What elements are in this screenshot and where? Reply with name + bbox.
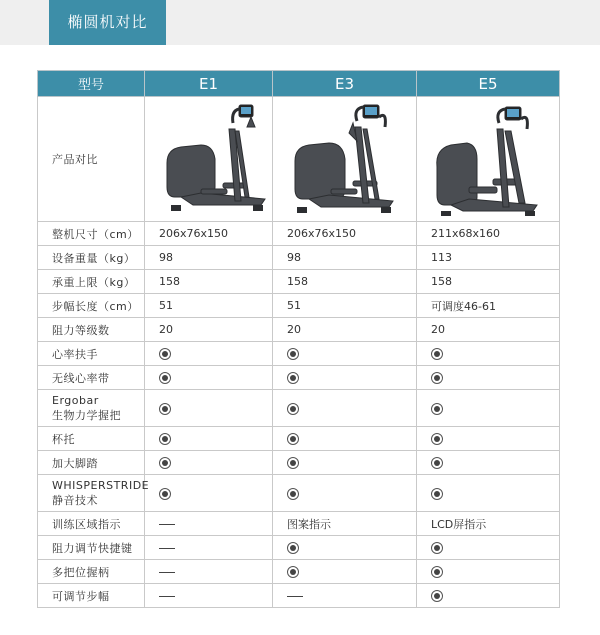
elliptical-e5-icon <box>433 101 545 217</box>
row-label-text: 多把位握柄 <box>52 565 110 579</box>
value-text: 98 <box>287 251 301 264</box>
row-label <box>38 584 145 608</box>
comparison-table <box>37 70 560 608</box>
radio-check-icon <box>159 403 171 415</box>
dash-icon <box>159 572 175 573</box>
value-text: 206x76x150 <box>159 227 229 240</box>
value-text: 98 <box>159 251 173 264</box>
value-cell <box>417 318 560 342</box>
value-cell <box>145 560 273 584</box>
radio-check-icon <box>159 372 171 384</box>
value-cell <box>273 427 417 451</box>
row-label <box>38 536 145 560</box>
radio-check-icon <box>431 590 443 602</box>
value-cell <box>417 366 560 390</box>
row-label <box>38 390 145 427</box>
row-label-text: WHISPERSTRIDE <box>52 478 150 492</box>
table-row <box>38 342 560 366</box>
page-title: 椭圆机对比 <box>49 0 166 45</box>
radio-check-icon <box>159 433 171 445</box>
value-cell <box>273 294 417 318</box>
row-label-text: 无线心率带 <box>52 371 110 385</box>
row-label-text-line2: 生物力学握把 <box>52 408 121 422</box>
value-cell <box>417 222 560 246</box>
value-cell <box>417 427 560 451</box>
table-row <box>38 560 560 584</box>
value-cell <box>145 390 273 427</box>
value-cell <box>417 475 560 512</box>
value-cell <box>145 366 273 390</box>
value-cell <box>273 512 417 536</box>
row-label-text: 阻力等级数 <box>52 323 110 337</box>
header-row <box>38 71 560 97</box>
row-label <box>38 451 145 475</box>
value-cell <box>273 475 417 512</box>
table-row <box>38 366 560 390</box>
row-label-text: 设备重量（kg） <box>52 251 136 265</box>
e1-image-cell <box>145 97 273 222</box>
value-cell <box>273 390 417 427</box>
value-cell <box>417 536 560 560</box>
value-cell <box>273 222 417 246</box>
radio-check-icon <box>287 372 299 384</box>
row-label <box>38 270 145 294</box>
table-row <box>38 451 560 475</box>
value-cell <box>145 342 273 366</box>
radio-check-icon <box>287 542 299 554</box>
value-text: 图案指示 <box>287 517 331 531</box>
table-row <box>38 536 560 560</box>
value-cell <box>417 451 560 475</box>
value-cell <box>273 246 417 270</box>
value-cell <box>145 270 273 294</box>
value-cell <box>417 294 560 318</box>
value-cell <box>417 342 560 366</box>
value-cell <box>145 222 273 246</box>
row-label-text: 承重上限（kg） <box>52 275 136 289</box>
value-text: 51 <box>159 299 173 312</box>
radio-check-icon <box>287 433 299 445</box>
row-label-text: 心率扶手 <box>52 347 98 361</box>
row-label <box>38 318 145 342</box>
dash-icon <box>159 524 175 525</box>
row-label <box>38 342 145 366</box>
row-label-text: 加大脚踏 <box>52 456 98 470</box>
table-row <box>38 270 560 294</box>
radio-check-icon <box>159 457 171 469</box>
table-row <box>38 427 560 451</box>
value-cell <box>273 318 417 342</box>
value-cell <box>145 427 273 451</box>
value-cell <box>417 512 560 536</box>
row-label <box>38 475 150 512</box>
value-cell <box>145 294 273 318</box>
table-row <box>38 390 560 427</box>
model-e5-header: E5 <box>417 71 560 97</box>
value-text: 211x68x160 <box>431 227 501 240</box>
table-row <box>38 222 560 246</box>
row-label-text: 可调节步幅 <box>52 589 110 603</box>
model-e3-header: E3 <box>273 71 417 97</box>
row-label-text-line2: 静音技术 <box>52 493 98 507</box>
value-cell <box>145 536 273 560</box>
row-label <box>38 222 145 246</box>
value-cell <box>145 475 273 512</box>
row-label <box>38 512 145 536</box>
model-header-label: 型号 <box>38 71 145 97</box>
table-row <box>38 246 560 270</box>
e3-image-cell <box>273 97 417 222</box>
radio-check-icon <box>159 348 171 360</box>
dash-icon <box>287 596 303 597</box>
value-text: 158 <box>431 275 452 288</box>
radio-check-icon <box>287 566 299 578</box>
table-row <box>38 475 560 512</box>
row-label <box>38 427 145 451</box>
e5-image-cell <box>417 97 560 222</box>
row-label <box>38 294 145 318</box>
row-label-text: 步幅长度（cm） <box>52 299 139 313</box>
value-cell <box>273 342 417 366</box>
value-cell <box>273 451 417 475</box>
product-label: 产品对比 <box>38 97 145 222</box>
value-cell <box>145 584 273 608</box>
row-label <box>38 560 145 584</box>
value-cell <box>145 451 273 475</box>
radio-check-icon <box>287 403 299 415</box>
value-text: LCD屏指示 <box>431 517 487 531</box>
row-label-text: 整机尺寸（cm） <box>52 227 139 241</box>
row-label-text: 杯托 <box>52 432 75 446</box>
radio-check-icon <box>431 403 443 415</box>
value-cell <box>417 246 560 270</box>
product-row <box>38 97 560 222</box>
value-cell <box>417 390 560 427</box>
row-label <box>38 246 145 270</box>
elliptical-e3-icon <box>289 101 401 217</box>
value-text: 20 <box>159 323 173 336</box>
radio-check-icon <box>287 457 299 469</box>
table-row <box>38 294 560 318</box>
radio-check-icon <box>159 488 171 500</box>
value-cell <box>145 246 273 270</box>
value-text: 158 <box>159 275 180 288</box>
value-cell <box>417 560 560 584</box>
value-cell <box>145 318 273 342</box>
dash-icon <box>159 548 175 549</box>
value-cell <box>417 270 560 294</box>
radio-check-icon <box>287 488 299 500</box>
value-cell <box>273 270 417 294</box>
radio-check-icon <box>431 348 443 360</box>
table-row <box>38 584 560 608</box>
value-text: 可调度46-61 <box>431 299 496 313</box>
value-text: 113 <box>431 251 452 264</box>
value-text: 51 <box>287 299 301 312</box>
dash-icon <box>159 596 175 597</box>
radio-check-icon <box>431 433 443 445</box>
value-cell <box>273 560 417 584</box>
value-cell <box>273 584 417 608</box>
table-row <box>38 512 560 536</box>
value-text: 20 <box>431 323 445 336</box>
value-text: 158 <box>287 275 308 288</box>
row-label-text: Ergobar <box>52 393 99 407</box>
row-label-text: 训练区域指示 <box>52 517 121 531</box>
radio-check-icon <box>431 372 443 384</box>
radio-check-icon <box>431 566 443 578</box>
value-cell <box>273 366 417 390</box>
value-text: 20 <box>287 323 301 336</box>
row-label-text: 阻力调节快捷键 <box>52 541 133 555</box>
radio-check-icon <box>431 488 443 500</box>
value-cell <box>417 584 560 608</box>
radio-check-icon <box>287 348 299 360</box>
value-cell <box>145 512 273 536</box>
value-cell <box>273 536 417 560</box>
model-e1-header: E1 <box>145 71 273 97</box>
radio-check-icon <box>431 542 443 554</box>
table-row <box>38 318 560 342</box>
elliptical-e1-icon <box>161 101 273 217</box>
radio-check-icon <box>431 457 443 469</box>
row-label <box>38 366 145 390</box>
value-text: 206x76x150 <box>287 227 357 240</box>
